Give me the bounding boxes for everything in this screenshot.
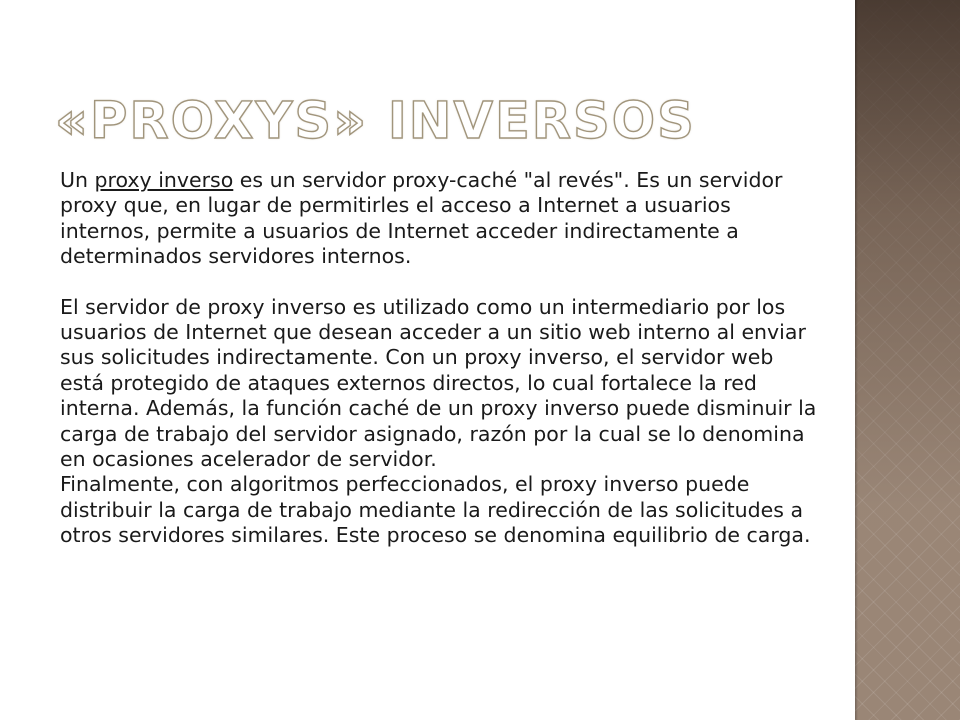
paragraph-1-start: Un — [60, 168, 95, 192]
paragraph-3: Finalmente, con algoritmos perfeccionados, el proxy inverso puede distribuir la carga de trabajo mediante la redirección de las solicitudes a otros servidores similares. Este proceso se denomina equilibrio de carga. — [60, 472, 811, 548]
slide-body — [60, 168, 820, 549]
paragraph-1-rest: es un servidor proxy-caché "al revés". Es un servidor proxy que, en lugar de permitirles el acceso a Internet a usuarios internos, permite a usuarios de Internet acceder indirectamente a determinados servidores internos. — [60, 168, 783, 269]
paragraph-2: El servidor de proxy inverso es utilizado como un intermediario por los usuarios de Internet que desean acceder a un sitio web interno al enviar sus solicitudes indirectamente. Con un proxy inverso, el servidor web está protegido de ataques externos directos, lo cual fortalece la red interna. Además, la función caché de un proxy inverso puede disminuir la carga de trabajo del servidor asignado, razón por la cual se lo denomina en ocasiones acelerador de servidor. — [60, 294, 817, 472]
proxy-inverso-link[interactable]: proxy inverso — [94, 168, 234, 192]
paragraph-gap — [60, 270, 820, 295]
paragraph-1 — [60, 168, 820, 270]
slide-title: «PROXYS» INVERSOS — [55, 92, 696, 151]
sidebar-edge-shadow — [855, 0, 858, 720]
decorative-sidebar — [855, 0, 960, 720]
